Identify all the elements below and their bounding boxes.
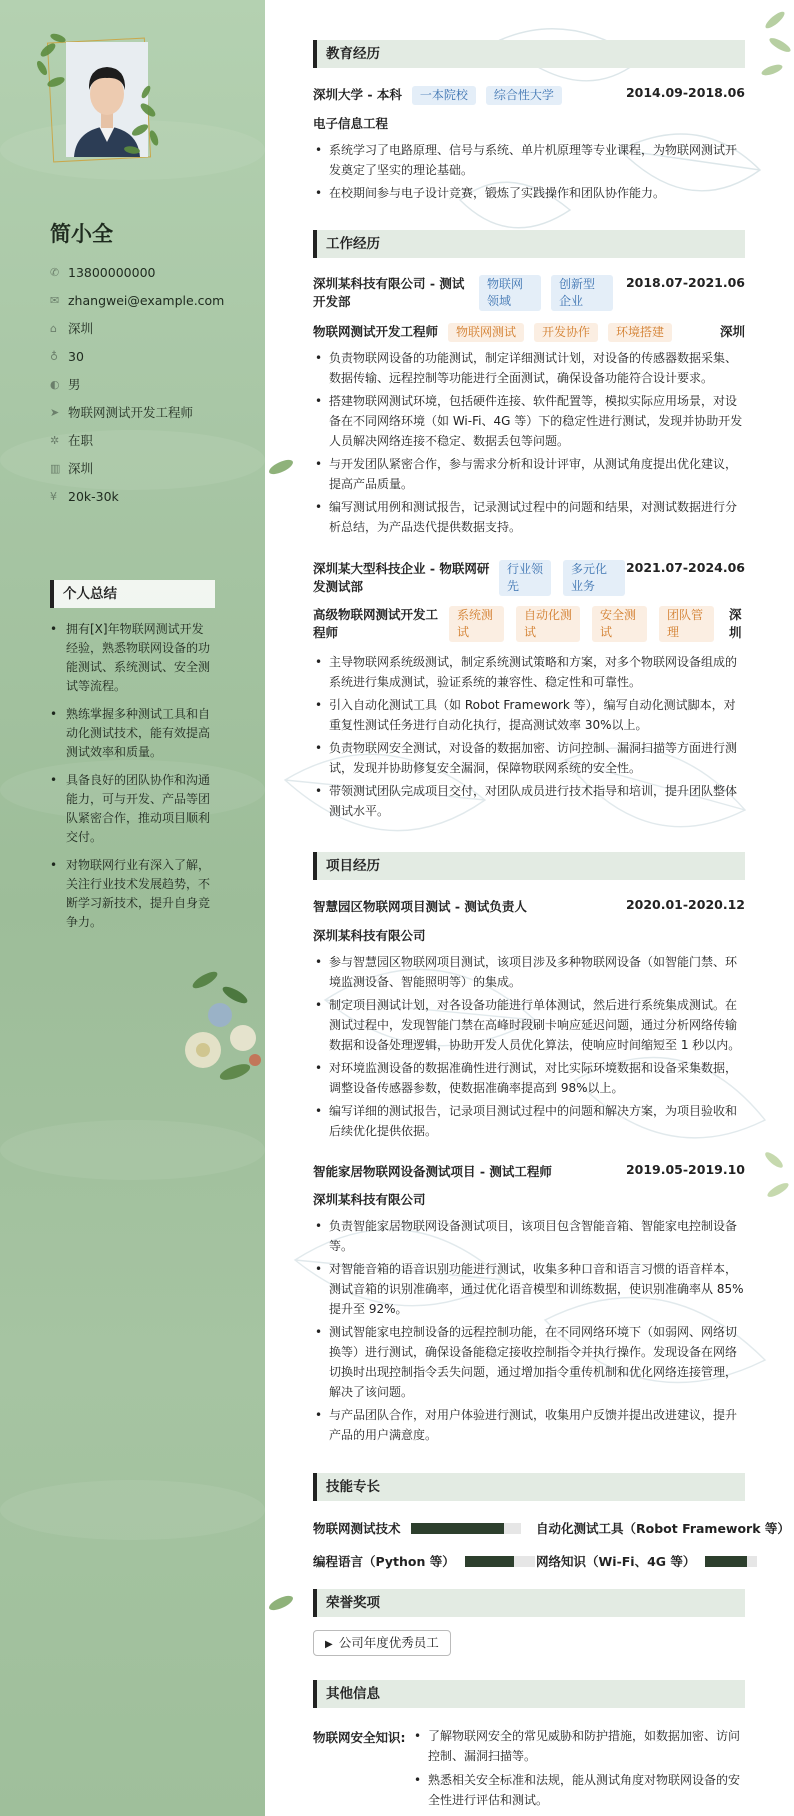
gender-icon: ◐ xyxy=(50,377,60,391)
list-item: • 制定项目测试计划，对各设备功能进行单体测试，然后进行系统集成测试。在测试过程中，发现智能门禁在高峰时段刷卡响应延迟问题，通过分析网络传输数据和设备处理逻辑，协助开发人员优化算法，使响应时间缩短至 1 秒以内。 xyxy=(313,995,745,1055)
list-item: • 搭建物联网测试环境，包括硬件连接、软件配置等，模拟实际应用场景，对设备在不同网络环境（如 Wi-Fi、4G 等）下的稳定性进行测试，发现并协助开发人员解决网络连接不稳定、数据丢包等问题。 xyxy=(313,391,745,451)
tag: 行业领先 xyxy=(499,560,551,596)
education-header xyxy=(313,85,745,105)
skill-name: 网络知识（Wi-Fi、4G 等） xyxy=(536,1554,696,1569)
send-icon: ➤ xyxy=(50,405,60,419)
info-age: ♁ 30 xyxy=(50,348,84,364)
info-status: ✲ 在职 xyxy=(50,433,94,448)
education-list xyxy=(313,140,745,206)
list-item: • 引入自动化测试工具（如 Robot Framework 等），编写自动化测试脚本，对重复性测试任务进行自动化执行，提高测试效率 30%以上。 xyxy=(313,695,745,735)
list-item: • 编写详细的测试报告，记录项目测试过程中的问题和解决方案，为项目验收和后续优化提供依据。 xyxy=(313,1101,745,1141)
project-date: 2019.05-2019.10 xyxy=(625,1162,745,1177)
list-item: • 与开发团队紧密合作，参与需求分析和设计评审，从测试角度提出优化建议，提高产品质量。 xyxy=(313,454,745,494)
project-header xyxy=(313,897,745,915)
project-company: 深圳某科技有限公司 xyxy=(313,1192,426,1207)
home-icon: ⌂ xyxy=(50,321,57,335)
tag: 创新型企业 xyxy=(551,275,613,311)
list-item: • 熟悉相关安全标准和法规，能从测试角度对物联网设备的安全性进行评估和测试。 xyxy=(412,1770,747,1810)
awards-heading: 荣誉奖项 xyxy=(313,1589,745,1617)
age-icon: ♁ xyxy=(50,349,59,363)
skill-name: 编程语言（Python 等） xyxy=(313,1554,455,1569)
info-email: ✉ zhangwei@example.com xyxy=(50,292,225,308)
info-city: ▥ 深圳 xyxy=(50,461,94,476)
tag: 环境搭建 xyxy=(608,323,672,342)
job-role: 高级物联网测试开发工程师 xyxy=(313,607,439,640)
school-name: 深圳大学 - 本科 xyxy=(313,87,402,102)
info-position: ➤ 物联网测试开发工程师 xyxy=(50,405,194,420)
leaf-corner-icon xyxy=(750,0,794,90)
basic-info xyxy=(50,258,250,510)
skill-item xyxy=(313,1519,521,1537)
award-item: ▶ 公司年度优秀员工 xyxy=(313,1630,451,1656)
job-city: 深圳 xyxy=(719,324,745,339)
project-name: 智慧园区物联网项目测试 - 测试负责人 xyxy=(313,899,527,914)
tag: 多元化业务 xyxy=(563,560,625,596)
tag: 物联网领域 xyxy=(479,275,541,311)
other-list xyxy=(412,1726,747,1814)
tag: 一本院校 xyxy=(412,86,476,105)
leaf-decoration-icon xyxy=(28,20,168,170)
list-item: • 在校期间参与电子设计竞赛，锻炼了实践操作和团队协作能力。 xyxy=(313,183,745,203)
skill-bar xyxy=(705,1556,757,1567)
list-item: • 熟练掌握多种测试工具和自动化测试技术，能有效提高测试效率和质量。 xyxy=(50,705,215,762)
salary-icon: ¥ xyxy=(50,489,57,503)
job-date: 2021.07-2024.06 xyxy=(625,560,745,575)
skill-bar-fill xyxy=(411,1523,505,1534)
education-heading: 教育经历 xyxy=(313,40,745,68)
project-header xyxy=(313,1162,745,1180)
work-heading: 工作经历 xyxy=(313,230,745,258)
summary-list xyxy=(50,620,215,941)
skills-heading: 技能专长 xyxy=(313,1473,745,1501)
project-company: 深圳某科技有限公司 xyxy=(313,928,426,943)
job-role-row xyxy=(313,606,745,642)
list-item: • 负责物联网安全测试，对设备的数据加密、访问控制、漏洞扫描等方面进行测试，发现并协助修复安全漏洞，保障物联网系统的安全性。 xyxy=(313,738,745,778)
tag: 综合性大学 xyxy=(486,86,562,105)
project-name: 智能家居物联网设备测试项目 - 测试工程师 xyxy=(313,1164,552,1179)
job-list xyxy=(313,348,745,540)
list-item: • 对环境监测设备的数据准确性进行测试，对比实际环境数据和设备采集数据，调整设备传感器参数，使数据准确率提高到 98%以上。 xyxy=(313,1058,745,1098)
tag: 系统测试 xyxy=(449,606,504,642)
tag: 自动化测试 xyxy=(516,606,580,642)
job-header xyxy=(313,560,745,596)
skill-bar-fill xyxy=(465,1556,514,1567)
info-gender: ◐ 男 xyxy=(50,377,81,392)
job-header xyxy=(313,275,745,311)
skill-item xyxy=(536,1519,790,1537)
flower-decoration-icon xyxy=(175,960,265,1090)
skill-name: 自动化测试工具（Robot Framework 等） xyxy=(536,1521,790,1536)
list-item: • 对物联网行业有深入了解，关注行业技术发展趋势，不断学习新技术，提升自身竞争力。 xyxy=(50,856,215,932)
info-hometown: ⌂ 深圳 xyxy=(50,321,94,336)
info-phone: ✆ 13800000000 xyxy=(50,264,156,280)
projects-heading: 项目经历 xyxy=(313,852,745,880)
major: 电子信息工程 xyxy=(313,116,389,131)
list-item: • 测试智能家电控制设备的远程控制功能，在不同网络环境下（如弱网、网络切换等）进行测试，确保设备能稳定接收控制指令并执行操作。发现设备在网络切换时出现控制指令丢失问题，通过增加指令重传机制和优化网络连接管理，解决了该问题。 xyxy=(313,1322,745,1402)
job-list xyxy=(313,652,745,824)
company-name: 深圳某大型科技企业 - 物联网研发测试部 xyxy=(313,561,490,594)
skill-item xyxy=(536,1552,757,1570)
triangle-icon: ▶ xyxy=(325,1639,333,1650)
status-icon: ✲ xyxy=(50,433,60,447)
skill-name: 物联网测试技术 xyxy=(313,1521,401,1536)
education-date: 2014.09-2018.06 xyxy=(625,85,745,100)
project-list xyxy=(313,1216,745,1448)
project-list xyxy=(313,952,745,1144)
list-item: • 与产品团队合作，对用户体验进行测试，收集用户反馈并提出改进建议，提升产品的用户满意度。 xyxy=(313,1405,745,1445)
other-label: 物联网安全知识: xyxy=(313,1730,406,1745)
phone-icon: ✆ xyxy=(50,265,60,279)
leaf-icon xyxy=(266,1592,296,1614)
leaf-icon xyxy=(266,456,296,478)
job-role: 物联网测试开发工程师 xyxy=(313,324,439,339)
list-item: • 对智能音箱的语音识别功能进行测试，收集多种口音和语言习惯的语音样本，测试音箱的识别准确率，通过优化语音模型和训练数据，使识别准确率从 85%提升至 92%。 xyxy=(313,1259,745,1319)
tag: 开发协作 xyxy=(534,323,598,342)
list-item: • 具备良好的团队协作和沟通能力，可与开发、产品等团队紧密合作，推动项目顺利交付。 xyxy=(50,771,215,847)
list-item: • 负责智能家居物联网设备测试项目，该项目包含智能音箱、智能家电控制设备等。 xyxy=(313,1216,745,1256)
info-salary: ¥ 20k-30k xyxy=(50,488,119,504)
candidate-name: 简小全 xyxy=(50,222,113,246)
list-item: • 负责物联网设备的功能测试，制定详细测试计划，对设备的传感器数据采集、数据传输、远程控制等功能进行全面测试，确保设备功能符合设计要求。 xyxy=(313,348,745,388)
job-role-row xyxy=(313,322,745,342)
list-item: • 参与智慧园区物联网项目测试，该项目涉及多种物联网设备（如智能门禁、环境监测设备、智能照明等）的集成。 xyxy=(313,952,745,992)
list-item: • 拥有[X]年物联网测试开发经验，熟悉物联网设备的功能测试、系统测试、安全测试等流程。 xyxy=(50,620,215,696)
tag: 物联网测试 xyxy=(448,323,524,342)
leaf-corner-icon xyxy=(752,1140,794,1230)
list-item: • 带领测试团队完成项目交付，对团队成员进行技术指导和培训，提升团队整体测试水平。 xyxy=(313,781,745,821)
list-item: • 主导物联网系统级测试，制定系统测试策略和方案，对多个物联网设备组成的系统进行集成测试，验证系统的兼容性、稳定性和可靠性。 xyxy=(313,652,745,692)
tag: 安全测试 xyxy=(592,606,647,642)
city-icon: ▥ xyxy=(50,461,61,475)
list-item: • 了解物联网安全的常见威胁和防护措施，如数据加密、访问控制、漏洞扫描等。 xyxy=(412,1726,747,1766)
skill-bar xyxy=(465,1556,535,1567)
job-date: 2018.07-2021.06 xyxy=(625,275,745,290)
other-heading: 其他信息 xyxy=(313,1680,745,1708)
skill-bar-fill xyxy=(705,1556,747,1567)
summary-heading: 个人总结 xyxy=(50,580,215,608)
project-date: 2020.01-2020.12 xyxy=(625,897,745,912)
mail-icon: ✉ xyxy=(50,293,60,307)
job-city: 深圳 xyxy=(729,607,742,640)
list-item: • 编写测试用例和测试报告，记录测试过程中的问题和结果，对测试数据进行分析总结，为产品迭代提供数据支持。 xyxy=(313,497,745,537)
skill-item xyxy=(313,1552,535,1570)
tag: 团队管理 xyxy=(659,606,714,642)
company-name: 深圳某科技有限公司 - 测试开发部 xyxy=(313,276,465,309)
skill-bar xyxy=(411,1523,521,1534)
list-item: • 系统学习了电路原理、信号与系统、单片机原理等专业课程，为物联网测试开发奠定了坚实的理论基础。 xyxy=(313,140,745,180)
